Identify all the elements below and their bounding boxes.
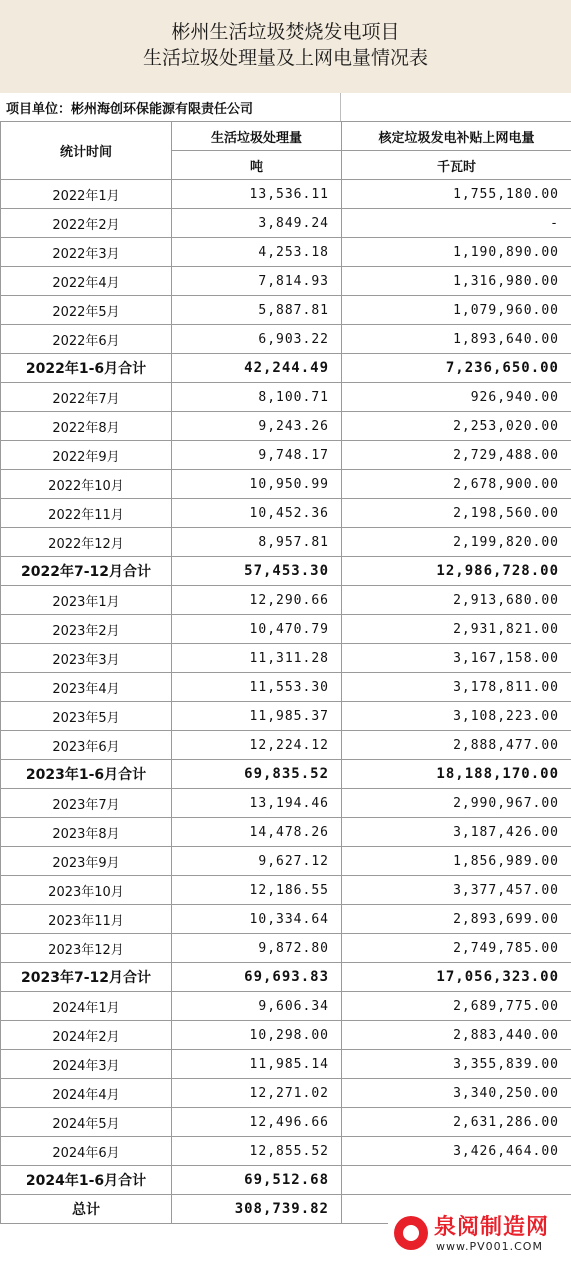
power-cell: 17,056,323.00 bbox=[342, 963, 571, 992]
period-cell: 2023年1-6月合计 bbox=[1, 760, 172, 789]
period-cell: 2022年9月 bbox=[1, 441, 172, 470]
table-row bbox=[1, 876, 571, 905]
power-cell: 2,888,477.00 bbox=[342, 731, 571, 760]
period-cell: 2022年7-12月合计 bbox=[1, 557, 172, 586]
waste-cell: 9,748.17 bbox=[172, 441, 342, 470]
column-header-power: 核定垃圾发电补贴上网电量 bbox=[342, 122, 571, 151]
period-cell: 2023年6月 bbox=[1, 731, 172, 760]
report-header bbox=[0, 0, 571, 93]
waste-cell: 12,855.52 bbox=[172, 1137, 342, 1166]
table-row bbox=[1, 789, 571, 818]
power-cell: 7,236,650.00 bbox=[342, 354, 571, 383]
period-cell: 总计 bbox=[1, 1195, 172, 1224]
power-cell: 3,187,426.00 bbox=[342, 818, 571, 847]
waste-cell: 10,334.64 bbox=[172, 905, 342, 934]
table-row bbox=[1, 702, 571, 731]
waste-cell: 8,957.81 bbox=[172, 528, 342, 557]
period-cell: 2023年1月 bbox=[1, 586, 172, 615]
power-cell: 2,990,967.00 bbox=[342, 789, 571, 818]
report-subtitle: 生活垃圾处理量及上网电量情况表 bbox=[142, 47, 428, 69]
period-cell: 2022年12月 bbox=[1, 528, 172, 557]
waste-cell: 12,496.66 bbox=[172, 1108, 342, 1137]
waste-cell: 7,814.93 bbox=[172, 267, 342, 296]
waste-cell: 6,903.22 bbox=[172, 325, 342, 354]
power-cell: 18,188,170.00 bbox=[342, 760, 571, 789]
power-cell: 1,190,890.00 bbox=[342, 238, 571, 267]
period-cell: 2022年4月 bbox=[1, 267, 172, 296]
waste-cell: 69,693.83 bbox=[172, 963, 342, 992]
table-row bbox=[1, 731, 571, 760]
waste-cell: 10,452.36 bbox=[172, 499, 342, 528]
waste-cell: 8,100.71 bbox=[172, 383, 342, 412]
period-cell: 2024年4月 bbox=[1, 1079, 172, 1108]
power-cell: 3,340,250.00 bbox=[342, 1079, 571, 1108]
table-row bbox=[1, 1137, 571, 1166]
waste-cell: 11,311.28 bbox=[172, 644, 342, 673]
period-cell: 2022年1月 bbox=[1, 180, 172, 209]
period-cell: 2024年2月 bbox=[1, 1021, 172, 1050]
table-row bbox=[1, 1079, 571, 1108]
table-row bbox=[1, 528, 571, 557]
period-cell: 2023年10月 bbox=[1, 876, 172, 905]
table-row bbox=[1, 441, 571, 470]
power-cell: 3,108,223.00 bbox=[342, 702, 571, 731]
period-cell: 2023年3月 bbox=[1, 644, 172, 673]
waste-cell: 13,536.11 bbox=[172, 180, 342, 209]
column-unit-power: 千瓦时 bbox=[342, 151, 571, 180]
period-cell: 2022年7月 bbox=[1, 383, 172, 412]
period-cell: 2023年7-12月合计 bbox=[1, 963, 172, 992]
period-cell: 2023年4月 bbox=[1, 673, 172, 702]
watermark bbox=[388, 1206, 571, 1265]
power-cell: 926,940.00 bbox=[342, 383, 571, 412]
column-header-waste: 生活垃圾处理量 bbox=[172, 122, 342, 151]
table-row bbox=[1, 1108, 571, 1137]
power-cell: 2,198,560.00 bbox=[342, 499, 571, 528]
period-cell: 2023年8月 bbox=[1, 818, 172, 847]
column-header-period: 统计时间 bbox=[1, 122, 172, 180]
subtotal-row bbox=[1, 1166, 571, 1195]
power-cell: 2,199,820.00 bbox=[342, 528, 571, 557]
waste-cell: 12,186.55 bbox=[172, 876, 342, 905]
waste-cell: 9,627.12 bbox=[172, 847, 342, 876]
waste-cell: 12,290.66 bbox=[172, 586, 342, 615]
power-cell: 2,729,488.00 bbox=[342, 441, 571, 470]
table-row bbox=[1, 673, 571, 702]
power-cell: 2,678,900.00 bbox=[342, 470, 571, 499]
period-cell: 2023年9月 bbox=[1, 847, 172, 876]
period-cell: 2023年11月 bbox=[1, 905, 172, 934]
table-row bbox=[1, 818, 571, 847]
period-cell: 2024年5月 bbox=[1, 1108, 172, 1137]
power-cell: 2,931,821.00 bbox=[342, 615, 571, 644]
table-row bbox=[1, 1050, 571, 1079]
power-cell: 2,689,775.00 bbox=[342, 992, 571, 1021]
period-cell: 2024年3月 bbox=[1, 1050, 172, 1079]
period-cell: 2022年11月 bbox=[1, 499, 172, 528]
power-cell: 1,856,989.00 bbox=[342, 847, 571, 876]
waste-cell: 69,835.52 bbox=[172, 760, 342, 789]
power-cell: 1,316,980.00 bbox=[342, 267, 571, 296]
period-cell: 2022年3月 bbox=[1, 238, 172, 267]
period-cell: 2023年5月 bbox=[1, 702, 172, 731]
table-row bbox=[1, 209, 571, 238]
waste-cell: 4,253.18 bbox=[172, 238, 342, 267]
waste-cell: 11,985.14 bbox=[172, 1050, 342, 1079]
period-cell: 2022年10月 bbox=[1, 470, 172, 499]
table-row bbox=[1, 615, 571, 644]
table-row bbox=[1, 847, 571, 876]
power-cell: 1,079,960.00 bbox=[342, 296, 571, 325]
column-unit-waste: 吨 bbox=[172, 151, 342, 180]
period-cell: 2022年8月 bbox=[1, 412, 172, 441]
subtotal-row bbox=[1, 760, 571, 789]
waste-cell: 10,298.00 bbox=[172, 1021, 342, 1050]
table-row bbox=[1, 905, 571, 934]
waste-cell: 10,470.79 bbox=[172, 615, 342, 644]
waste-cell: 9,243.26 bbox=[172, 412, 342, 441]
project-unit-row bbox=[0, 93, 571, 122]
table-row bbox=[1, 499, 571, 528]
waste-cell: 12,271.02 bbox=[172, 1079, 342, 1108]
power-cell: 2,893,699.00 bbox=[342, 905, 571, 934]
period-cell: 2024年6月 bbox=[1, 1137, 172, 1166]
table-row bbox=[1, 238, 571, 267]
power-cell: 2,631,286.00 bbox=[342, 1108, 571, 1137]
project-unit-label: 项目单位：彬州海创环保能源有限责任公司 bbox=[6, 102, 254, 117]
table-row bbox=[1, 383, 571, 412]
report-title: 彬州生活垃圾焚烧发电项目 bbox=[171, 21, 400, 43]
watermark-logo-icon bbox=[394, 1216, 428, 1250]
unit-divider bbox=[340, 93, 341, 121]
table-row bbox=[1, 470, 571, 499]
subtotal-row bbox=[1, 557, 571, 586]
table-body bbox=[1, 180, 571, 1224]
table-row bbox=[1, 934, 571, 963]
table-row bbox=[1, 412, 571, 441]
waste-cell: 13,194.46 bbox=[172, 789, 342, 818]
period-cell: 2022年2月 bbox=[1, 209, 172, 238]
power-cell: 3,167,158.00 bbox=[342, 644, 571, 673]
waste-cell: 11,553.30 bbox=[172, 673, 342, 702]
subtotal-row bbox=[1, 963, 571, 992]
power-cell: - bbox=[342, 209, 571, 238]
waste-cell: 5,887.81 bbox=[172, 296, 342, 325]
waste-cell: 9,606.34 bbox=[172, 992, 342, 1021]
period-cell: 2022年5月 bbox=[1, 296, 172, 325]
power-cell: 1,755,180.00 bbox=[342, 180, 571, 209]
period-cell: 2022年6月 bbox=[1, 325, 172, 354]
subtotal-row bbox=[1, 354, 571, 383]
waste-cell: 12,224.12 bbox=[172, 731, 342, 760]
table-row bbox=[1, 1021, 571, 1050]
table-row bbox=[1, 325, 571, 354]
table-row bbox=[1, 267, 571, 296]
table-row bbox=[1, 180, 571, 209]
power-cell: 2,253,020.00 bbox=[342, 412, 571, 441]
table-row bbox=[1, 992, 571, 1021]
table-row bbox=[1, 644, 571, 673]
waste-cell: 10,950.99 bbox=[172, 470, 342, 499]
period-cell: 2023年2月 bbox=[1, 615, 172, 644]
power-cell: 12,986,728.00 bbox=[342, 557, 571, 586]
watermark-url: www.PV001.COM bbox=[436, 1240, 543, 1253]
waste-cell: 42,244.49 bbox=[172, 354, 342, 383]
power-cell: 3,377,457.00 bbox=[342, 876, 571, 905]
waste-cell: 11,985.37 bbox=[172, 702, 342, 731]
waste-cell: 9,872.80 bbox=[172, 934, 342, 963]
period-cell: 2024年1-6月合计 bbox=[1, 1166, 172, 1195]
power-cell: 3,355,839.00 bbox=[342, 1050, 571, 1079]
watermark-name: 泉阅制造网 bbox=[434, 1215, 550, 1240]
table-row bbox=[1, 296, 571, 325]
period-cell: 2023年7月 bbox=[1, 789, 172, 818]
power-cell: 1,893,640.00 bbox=[342, 325, 571, 354]
power-cell: 3,178,811.00 bbox=[342, 673, 571, 702]
waste-cell: 69,512.68 bbox=[172, 1166, 342, 1195]
table-header-row bbox=[1, 122, 571, 151]
power-cell: 2,749,785.00 bbox=[342, 934, 571, 963]
data-table bbox=[0, 121, 571, 1224]
power-cell bbox=[342, 1166, 571, 1195]
period-cell: 2022年1-6月合计 bbox=[1, 354, 172, 383]
waste-cell: 3,849.24 bbox=[172, 209, 342, 238]
period-cell: 2023年12月 bbox=[1, 934, 172, 963]
waste-cell: 57,453.30 bbox=[172, 557, 342, 586]
waste-cell: 14,478.26 bbox=[172, 818, 342, 847]
period-cell: 2024年1月 bbox=[1, 992, 172, 1021]
power-cell: 3,426,464.00 bbox=[342, 1137, 571, 1166]
waste-cell: 308,739.82 bbox=[172, 1195, 342, 1224]
power-cell: 2,883,440.00 bbox=[342, 1021, 571, 1050]
power-cell: 2,913,680.00 bbox=[342, 586, 571, 615]
table-row bbox=[1, 586, 571, 615]
